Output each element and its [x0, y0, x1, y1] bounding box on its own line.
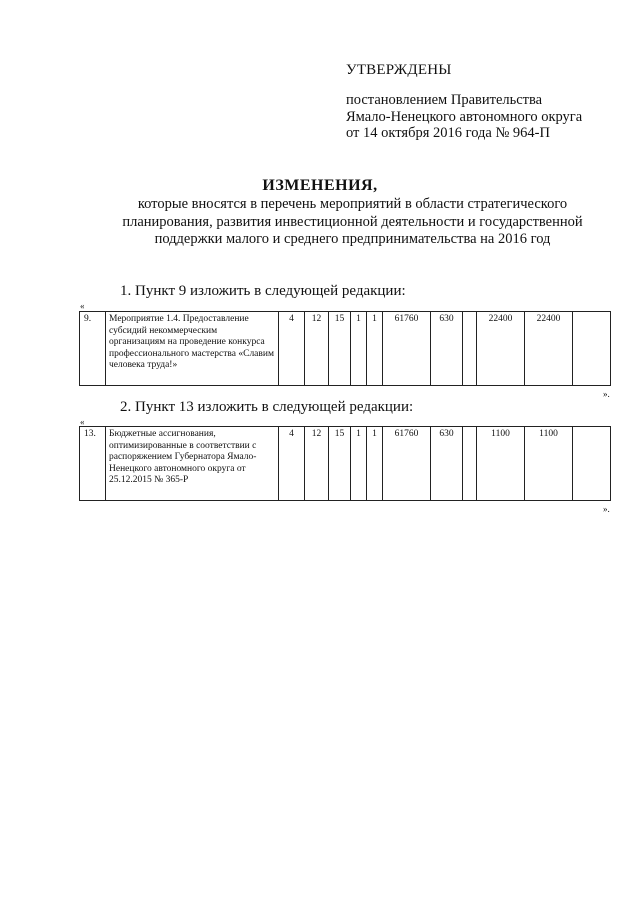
point-1-heading: 1. Пункт 9 изложить в следующей редакции:	[120, 283, 406, 299]
cell: 12	[305, 427, 329, 501]
table-row	[80, 427, 611, 501]
cell	[463, 312, 477, 386]
open-quote: «	[80, 417, 85, 427]
approval-line: от 14 октября 2016 года № 964-П	[346, 125, 550, 141]
point-1-table	[79, 311, 611, 386]
open-quote: «	[80, 301, 85, 311]
cell: 15	[329, 312, 351, 386]
subtitle-line: поддержки малого и среднего предпринимательства на 2016 год	[154, 231, 551, 247]
subtitle-line: планирования, развития инвестиционной деятельности и государственной	[122, 213, 583, 230]
cell: 4	[279, 312, 305, 386]
table-row	[80, 312, 611, 386]
cell: 61760	[383, 427, 431, 501]
cell: 1	[367, 427, 383, 501]
cell	[573, 427, 611, 501]
cell: 1100	[477, 427, 525, 501]
cell: 1100	[525, 427, 573, 501]
cell: 630	[431, 427, 463, 501]
cell: 4	[279, 427, 305, 501]
approval-title: УТВЕРЖДЕНЫ	[346, 62, 452, 78]
close-quote: ».	[603, 389, 610, 399]
approval-details	[346, 92, 582, 142]
cell: 15	[329, 427, 351, 501]
cell: 12	[305, 312, 329, 386]
approval-line: Ямало-Ненецкого автономного округа	[346, 108, 583, 125]
row-number: 9.	[80, 312, 106, 386]
row-description: Мероприятие 1.4. Предоставление субсидий некоммерческим организациям на проведение конкурса профессионального мастерства «Славим человека труда!»	[106, 312, 279, 386]
cell: 22400	[477, 312, 525, 386]
subtitle-line: которые вносятся в перечень мероприятий в области стратегического	[137, 196, 568, 212]
close-quote: ».	[603, 504, 610, 514]
point-2-heading: 2. Пункт 13 изложить в следующей редакции:	[120, 399, 414, 415]
cell: 1	[367, 312, 383, 386]
cell: 1	[351, 427, 367, 501]
approval-line: постановлением Правительства	[346, 92, 543, 108]
cell: 630	[431, 312, 463, 386]
cell: 22400	[525, 312, 573, 386]
cell: 1	[351, 312, 367, 386]
document-subtitle	[60, 196, 640, 249]
row-number: 13.	[80, 427, 106, 501]
document-title: ИЗМЕНЕНИЯ,	[262, 177, 378, 194]
point-2-table	[79, 426, 611, 501]
cell	[573, 312, 611, 386]
cell	[463, 427, 477, 501]
cell: 61760	[383, 312, 431, 386]
row-description: Бюджетные ассигнования, оптимизированные в соответствии с распоряжением Губернатора Ямало-Ненецкого автономного округа от 25.12.2015 № 365-Р	[106, 427, 279, 501]
